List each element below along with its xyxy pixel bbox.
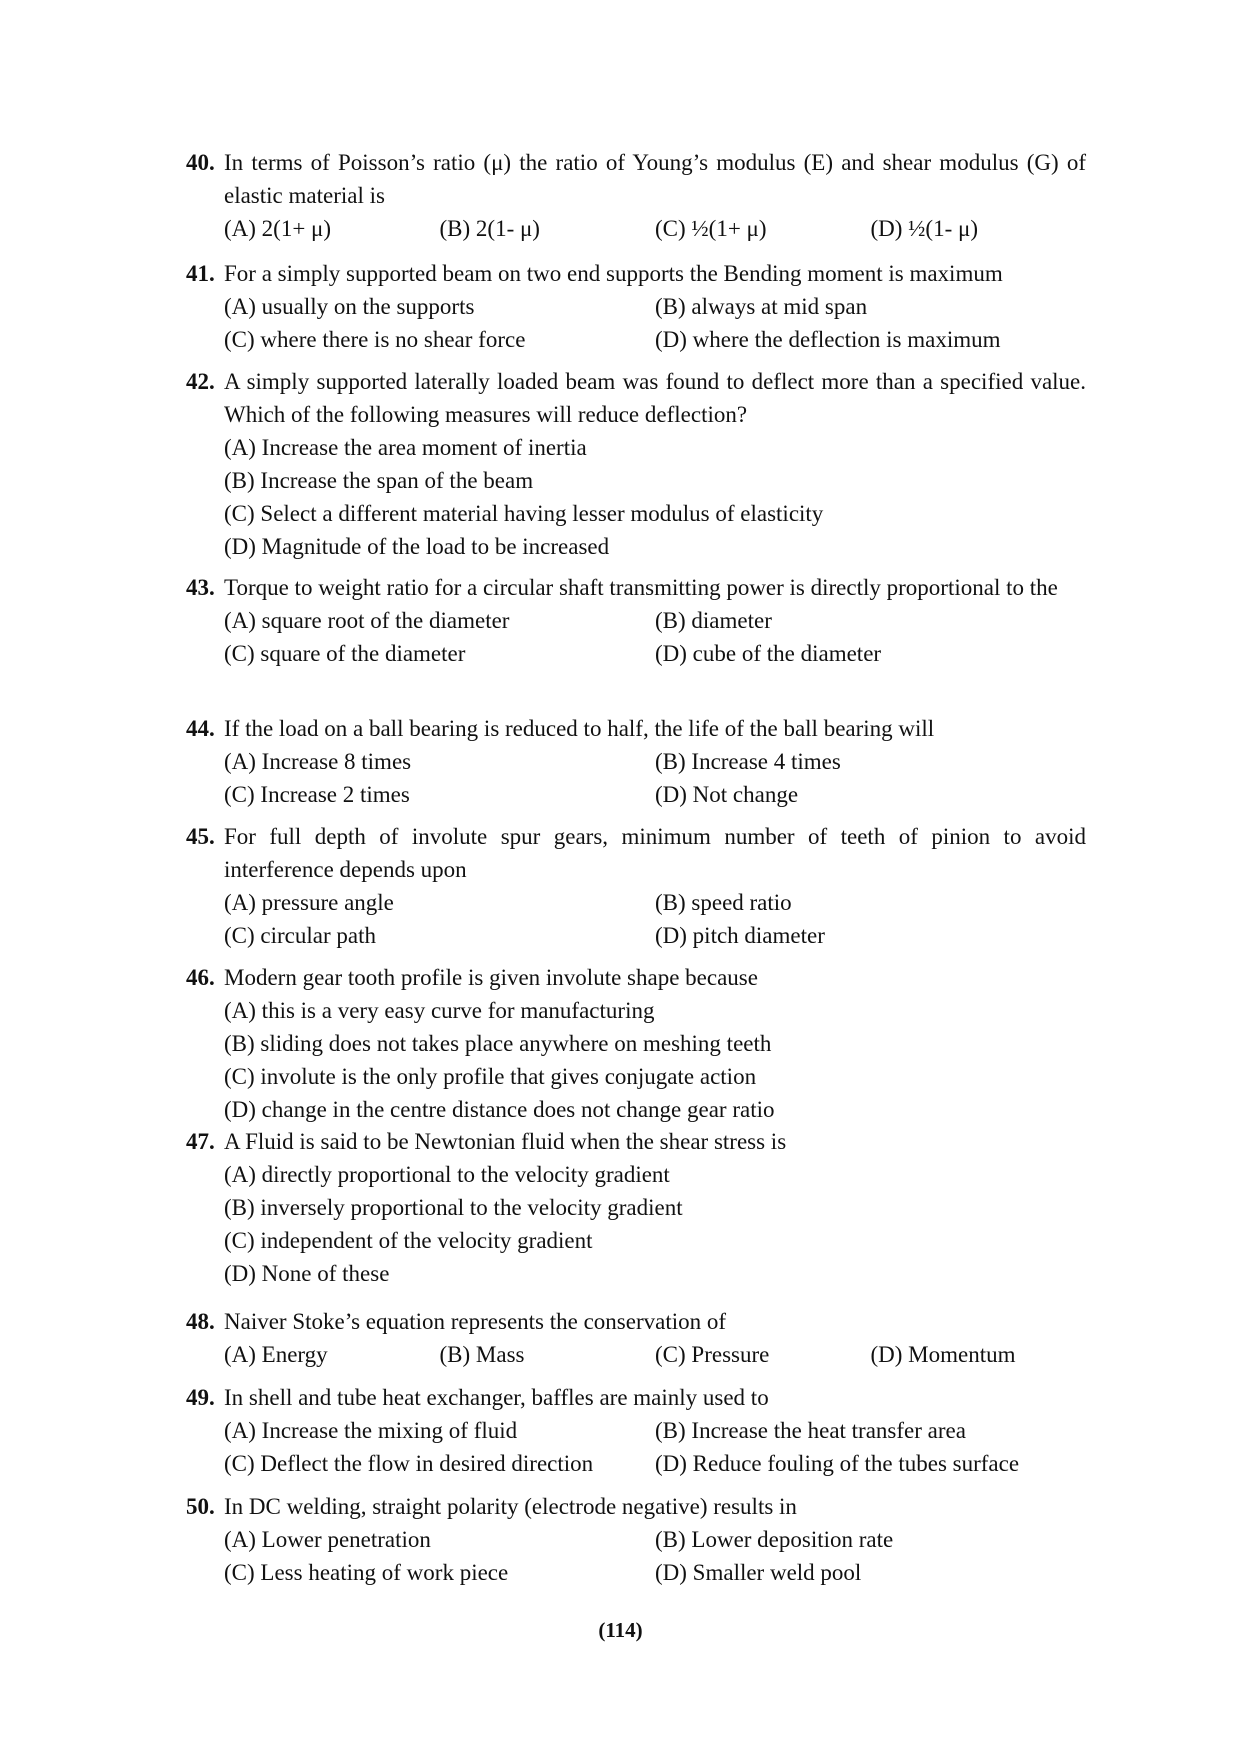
option-d: (D) where the deflection is maximum (655, 327, 1001, 352)
option-c: (C) where there is no shear force (224, 327, 526, 352)
option-a: (A) Increase the mixing of fluid (224, 1418, 518, 1443)
question-text: If the load on a ball bearing is reduced to half, the life of the ball bearing will (224, 716, 935, 741)
option-d: (D) change in the centre distance does not change gear ratio (224, 1097, 775, 1122)
option-d: (D) Reduce fouling of the tubes surface (655, 1451, 1020, 1476)
option-c: (C) ½(1+ μ) (655, 216, 767, 241)
question-number: 40. (186, 150, 215, 175)
option-b: (B) Increase 4 times (655, 749, 841, 774)
question-number: 49. (186, 1385, 215, 1410)
question-text: In terms of Poisson’s ratio (μ) the ratio of Young’s modulus (E) and shear modulus (G) of elastic material is (224, 150, 1086, 208)
question-45 (186, 820, 1086, 952)
question-text: Modern gear tooth profile is given involute shape because (224, 965, 758, 990)
options (186, 1338, 1086, 1371)
question-46 (186, 961, 1086, 1126)
question-text: In shell and tube heat exchanger, baffles are mainly used to (224, 1385, 769, 1410)
option-a: (A) Lower penetration (224, 1527, 431, 1552)
option-d: (D) None of these (224, 1261, 390, 1286)
option-b: (B) Increase the heat transfer area (655, 1418, 966, 1443)
question-40 (186, 146, 1086, 245)
question-number: 41. (186, 261, 215, 286)
option-c: (C) Increase 2 times (224, 782, 410, 807)
option-a: (A) Increase 8 times (224, 749, 412, 774)
option-a: (A) this is a very easy curve for manufacturing (224, 998, 655, 1023)
option-b: (B) inversely proportional to the velocity gradient (224, 1195, 683, 1220)
question-41 (186, 257, 1086, 356)
question-number: 43. (186, 575, 215, 600)
question-42 (186, 365, 1086, 563)
options (186, 604, 1086, 670)
option-a: (A) square root of the diameter (224, 608, 510, 633)
question-43 (186, 571, 1086, 670)
option-c: (C) Less heating of work piece (224, 1560, 509, 1585)
options (186, 1523, 1086, 1589)
option-a: (A) directly proportional to the velocity gradient (224, 1162, 670, 1187)
option-c: (C) Deflect the flow in desired direction (224, 1451, 594, 1476)
option-a: (A) Increase the area moment of inertia (224, 435, 587, 460)
question-44 (186, 712, 1086, 811)
option-c: (C) independent of the velocity gradient (224, 1228, 593, 1253)
question-number: 44. (186, 716, 215, 741)
question-number: 42. (186, 369, 215, 394)
option-a: (A) pressure angle (224, 890, 394, 915)
options (186, 212, 1086, 245)
option-b: (B) always at mid span (655, 294, 868, 319)
options (186, 886, 1086, 952)
question-50 (186, 1490, 1086, 1589)
question-text: For a simply supported beam on two end supports the Bending moment is maximum (224, 261, 1003, 286)
option-b: (B) speed ratio (655, 890, 792, 915)
option-d: (D) cube of the diameter (655, 641, 882, 666)
option-b: (B) Increase the span of the beam (224, 468, 534, 493)
question-47 (186, 1125, 1086, 1290)
question-text: Naiver Stoke’s equation represents the conservation of (224, 1309, 727, 1334)
question-text: In DC welding, straight polarity (electrode negative) results in (224, 1494, 797, 1519)
option-d: (D) pitch diameter (655, 923, 825, 948)
option-c: (C) involute is the only profile that gives conjugate action (224, 1064, 757, 1089)
question-text: A simply supported laterally loaded beam was found to deflect more than a specified value. Which of the following measures will reduce deflection? (224, 369, 1086, 427)
option-b: (B) Lower deposition rate (655, 1527, 894, 1552)
question-number: 50. (186, 1494, 215, 1519)
option-a: (A) Energy (224, 1342, 328, 1367)
question-number: 45. (186, 824, 215, 849)
question-49 (186, 1381, 1086, 1480)
option-d: (D) Momentum (870, 1342, 1016, 1367)
option-b: (B) 2(1- μ) (439, 216, 540, 241)
option-d: (D) Magnitude of the load to be increased (224, 534, 610, 559)
question-text: A Fluid is said to be Newtonian fluid when the shear stress is (224, 1129, 787, 1154)
option-d: (D) Smaller weld pool (655, 1560, 862, 1585)
option-d: (D) ½(1- μ) (870, 216, 978, 241)
question-text: Torque to weight ratio for a circular shaft transmitting power is directly proportional to the (224, 575, 1058, 600)
option-b: (B) diameter (655, 608, 772, 633)
option-a: (A) 2(1+ μ) (224, 216, 332, 241)
option-d: (D) Not change (655, 782, 799, 807)
question-text: For full depth of involute spur gears, minimum number of teeth of pinion to avoid interference depends upon (224, 824, 1086, 882)
option-c: (C) circular path (224, 923, 376, 948)
options (186, 431, 1086, 563)
option-c: (C) square of the diameter (224, 641, 466, 666)
option-b: (B) Mass (439, 1342, 525, 1367)
question-number: 46. (186, 965, 215, 990)
options (186, 745, 1086, 811)
options (186, 994, 1086, 1126)
question-48 (186, 1305, 1086, 1371)
options (186, 290, 1086, 356)
page-number: (114) (598, 1618, 643, 1642)
question-number: 48. (186, 1309, 215, 1334)
question-number: 47. (186, 1129, 215, 1154)
options (186, 1158, 1086, 1290)
option-c: (C) Pressure (655, 1342, 770, 1367)
option-a: (A) usually on the supports (224, 294, 475, 319)
options (186, 1414, 1086, 1480)
option-b: (B) sliding does not takes place anywhere on meshing teeth (224, 1031, 772, 1056)
option-c: (C) Select a different material having lesser modulus of elasticity (224, 501, 824, 526)
